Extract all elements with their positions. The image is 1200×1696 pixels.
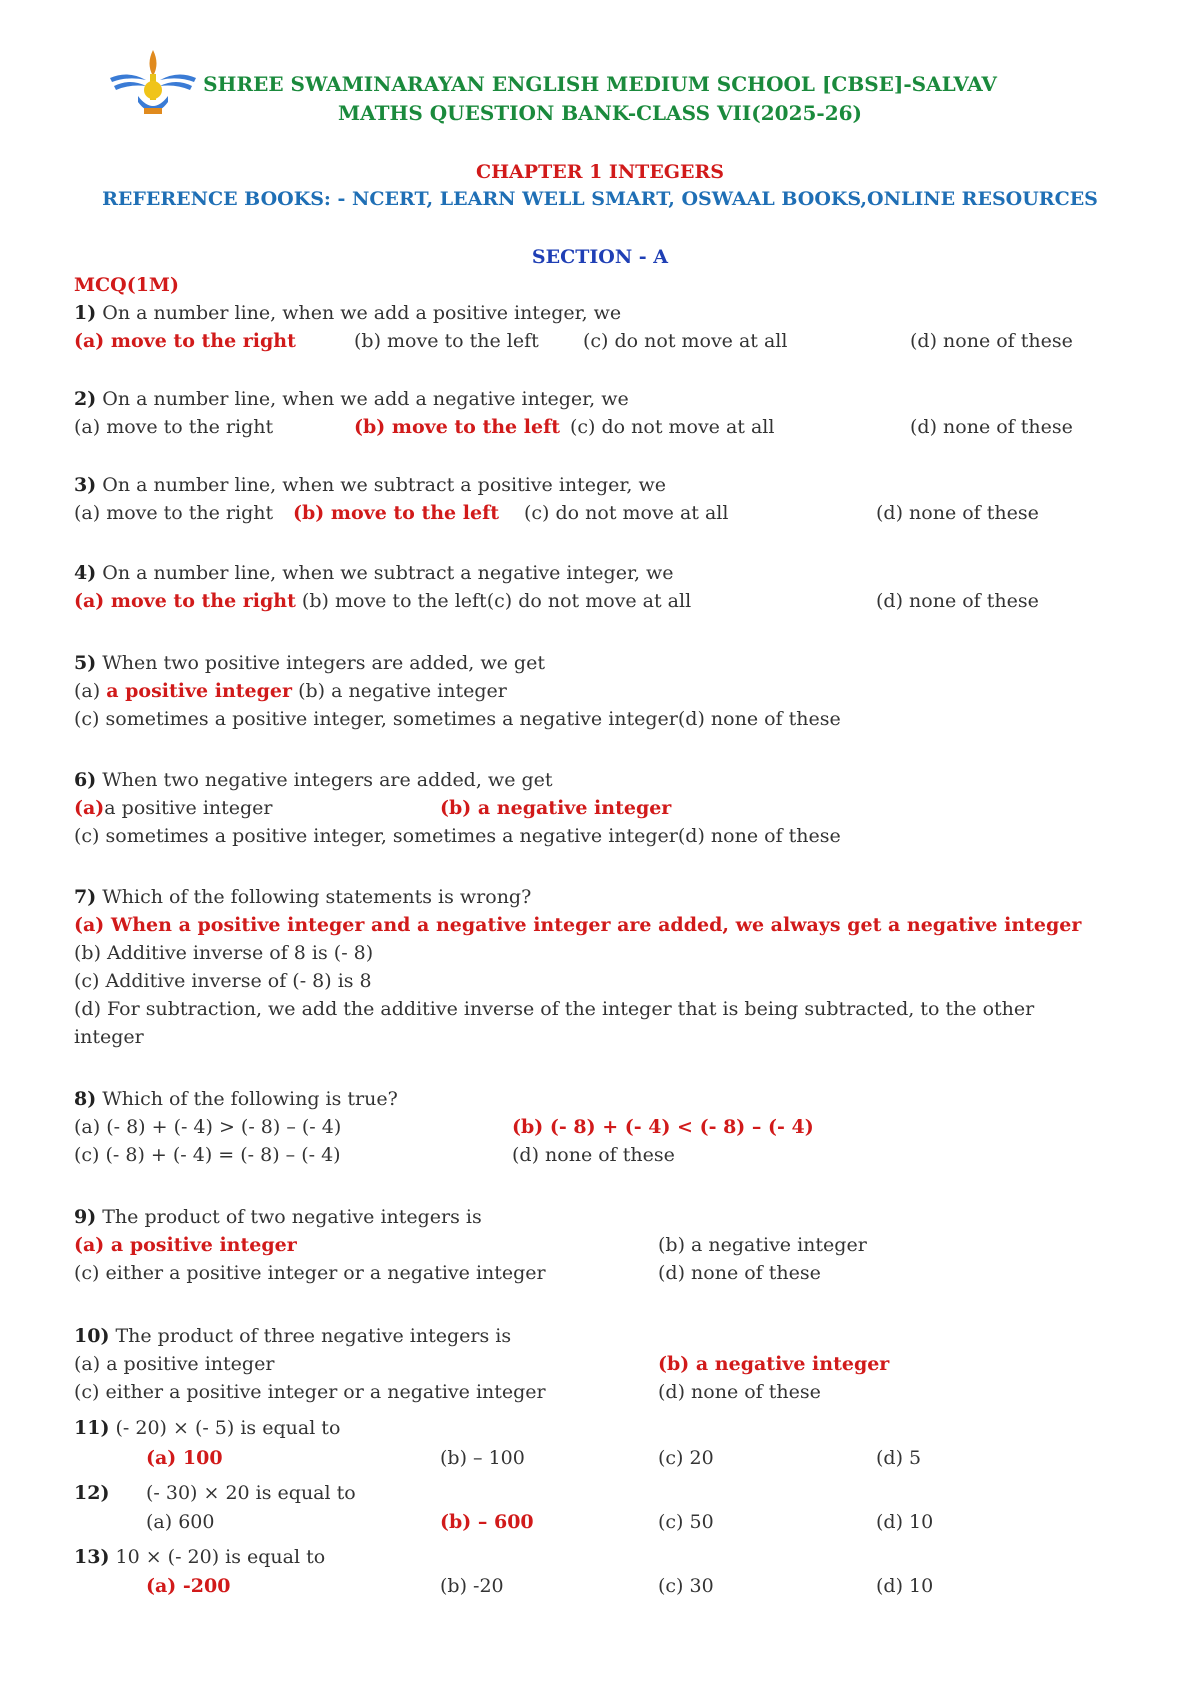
question-text: The product of three negative integers is	[109, 1325, 512, 1347]
school-name: SHREE SWAMINARAYAN ENGLISH MEDIUM SCHOOL [CBSE]-SALVAV	[203, 72, 997, 96]
q1-option-c: (c) do not move at all	[583, 330, 788, 352]
q10-option-d: (d) none of these	[658, 1381, 821, 1403]
question-13	[74, 1546, 325, 1568]
q11-option-d: (d) 5	[876, 1447, 922, 1469]
q7-option-a: (a) When a positive integer and a negative integer are added, we always get a negative integer	[74, 914, 1082, 936]
q12-option-d: (d) 10	[876, 1511, 934, 1533]
question-text: On a number line, when we subtract a positive integer, we	[96, 474, 666, 496]
question-text: On a number line, when we subtract a negative integer, we	[96, 562, 674, 584]
q6-option-a-label: (a)	[74, 797, 105, 819]
question-12-number	[74, 1482, 109, 1504]
question-text: When two negative integers are added, we get	[96, 769, 553, 791]
question-text: Which of the following is true?	[96, 1088, 398, 1110]
q5-option-d: (d) none of these	[677, 708, 841, 730]
q9-option-a: (a) a positive integer	[74, 1234, 297, 1256]
q4-option-a: (a) move to the right	[74, 590, 296, 612]
q9-option-d: (d) none of these	[658, 1262, 821, 1284]
question-number: 12)	[74, 1482, 110, 1504]
q8-option-d: (d) none of these	[512, 1144, 675, 1166]
question-number: 7)	[74, 886, 97, 908]
question-5	[74, 652, 545, 674]
q11-option-a: (a) 100	[146, 1447, 223, 1469]
question-6	[74, 769, 553, 791]
question-number: 5)	[74, 652, 97, 674]
q3-option-d: (d) none of these	[876, 502, 1039, 524]
q7-option-d-continued: integer	[74, 1026, 144, 1048]
q2-option-d: (d) none of these	[910, 416, 1073, 438]
question-2	[74, 388, 629, 410]
q9-option-c: (c) either a positive integer or a negative integer	[74, 1262, 546, 1284]
q2-option-a: (a) move to the right	[74, 416, 274, 438]
reference-books: REFERENCE BOOKS: - NCERT, LEARN WELL SMART, OSWAAL BOOKS,ONLINE RESOURCES	[102, 188, 1098, 210]
q4-options	[74, 590, 691, 612]
question-11	[74, 1417, 340, 1439]
question-text: 10 × (- 20) is equal to	[109, 1546, 326, 1568]
question-number: 4)	[74, 562, 97, 584]
q7-option-b: (b) Additive inverse of 8 is (- 8)	[74, 942, 374, 964]
chapter-title: CHAPTER 1 INTEGERS	[475, 161, 725, 183]
q11-option-c: (c) 20	[658, 1447, 714, 1469]
question-bank-title: MATHS QUESTION BANK-CLASS VII(2025-26)	[338, 101, 862, 125]
q4-option-b: (b) move to the left	[295, 590, 487, 612]
q2-option-b: (b) move to the left	[354, 416, 561, 438]
q7-option-d: (d) For subtraction, we add the additive inverse of the integer that is being subtracted, to the other	[74, 998, 1035, 1020]
q1-option-d: (d) none of these	[910, 330, 1073, 352]
question-10	[74, 1325, 511, 1347]
q6-option-b: (b) a negative integer	[440, 797, 672, 819]
q6-option-d: (d) none of these	[677, 825, 841, 847]
question-text: When two positive integers are added, we get	[96, 652, 545, 674]
q6-option-a	[74, 797, 273, 819]
q4-option-c: (c) do not move at all	[486, 590, 692, 612]
q13-option-d: (d) 10	[876, 1575, 934, 1597]
question-text: The product of two negative integers is	[96, 1206, 482, 1228]
question-12-text: (- 30) × 20 is equal to	[146, 1482, 356, 1504]
q11-option-b: (b) – 100	[440, 1447, 525, 1469]
q12-option-a: (a) 600	[146, 1511, 215, 1533]
question-8	[74, 1088, 398, 1110]
q4-option-d: (d) none of these	[876, 590, 1039, 612]
q1-option-a: (a) move to the right	[74, 330, 296, 352]
question-1	[74, 302, 621, 324]
question-number: 2)	[74, 388, 97, 410]
question-text: Which of the following statements is wrong?	[96, 886, 532, 908]
q6-option-a-text: a positive integer	[104, 797, 273, 819]
question-number: 8)	[74, 1088, 97, 1110]
question-3	[74, 474, 666, 496]
question-number: 6)	[74, 769, 97, 791]
q5-option-c: (c) sometimes a positive integer, sometimes a negative integer	[74, 708, 678, 730]
question-text: (- 20) × (- 5) is equal to	[109, 1417, 341, 1439]
question-text: On a number line, when we add a positive integer, we	[96, 302, 622, 324]
mcq-heading: MCQ(1M)	[74, 274, 179, 296]
question-text: On a number line, when we add a negative integer, we	[96, 388, 629, 410]
question-4	[74, 562, 674, 584]
q8-option-b: (b) (- 8) + (- 4) < (- 8) – (- 4)	[512, 1116, 814, 1138]
q13-option-a: (a) -200	[146, 1575, 231, 1597]
q12-option-c: (c) 50	[658, 1511, 714, 1533]
q3-option-b: (b) move to the left	[293, 502, 500, 524]
question-7	[74, 886, 531, 908]
q5-option-a-label: (a)	[74, 680, 107, 702]
section-heading: SECTION - A	[531, 246, 669, 268]
q5-option-b: (b) a negative integer	[292, 680, 507, 702]
question-number: 9)	[74, 1206, 97, 1228]
q9-option-b: (b) a negative integer	[658, 1234, 867, 1256]
q8-option-c: (c) (- 8) + (- 4) = (- 8) – (- 4)	[74, 1144, 341, 1166]
q12-option-b: (b) – 600	[440, 1511, 534, 1533]
q10-option-c: (c) either a positive integer or a negative integer	[74, 1381, 546, 1403]
q6-options-cd	[74, 825, 841, 847]
q5-options-ab	[74, 680, 507, 702]
question-number: 1)	[74, 302, 97, 324]
question-number: 13)	[74, 1546, 110, 1568]
q5-option-a: a positive integer	[106, 680, 293, 702]
question-number: 3)	[74, 474, 97, 496]
q7-option-c: (c) Additive inverse of (- 8) is 8	[74, 970, 372, 992]
q5-options-cd	[74, 708, 841, 730]
q6-option-c: (c) sometimes a positive integer, sometimes a negative integer	[74, 825, 678, 847]
question-number: 10)	[74, 1325, 110, 1347]
q8-option-a: (a) (- 8) + (- 4) > (- 8) – (- 4)	[74, 1116, 342, 1138]
q2-option-c: (c) do not move at all	[570, 416, 775, 438]
question-9	[74, 1206, 482, 1228]
q13-option-c: (c) 30	[658, 1575, 714, 1597]
q13-option-b: (b) -20	[440, 1575, 504, 1597]
q3-option-c: (c) do not move at all	[524, 502, 729, 524]
question-number: 11)	[74, 1417, 110, 1439]
q3-option-a: (a) move to the right	[74, 502, 274, 524]
q1-option-b: (b) move to the left	[354, 330, 539, 352]
q10-option-a: (a) a positive integer	[74, 1353, 275, 1375]
q10-option-b: (b) a negative integer	[658, 1353, 890, 1375]
